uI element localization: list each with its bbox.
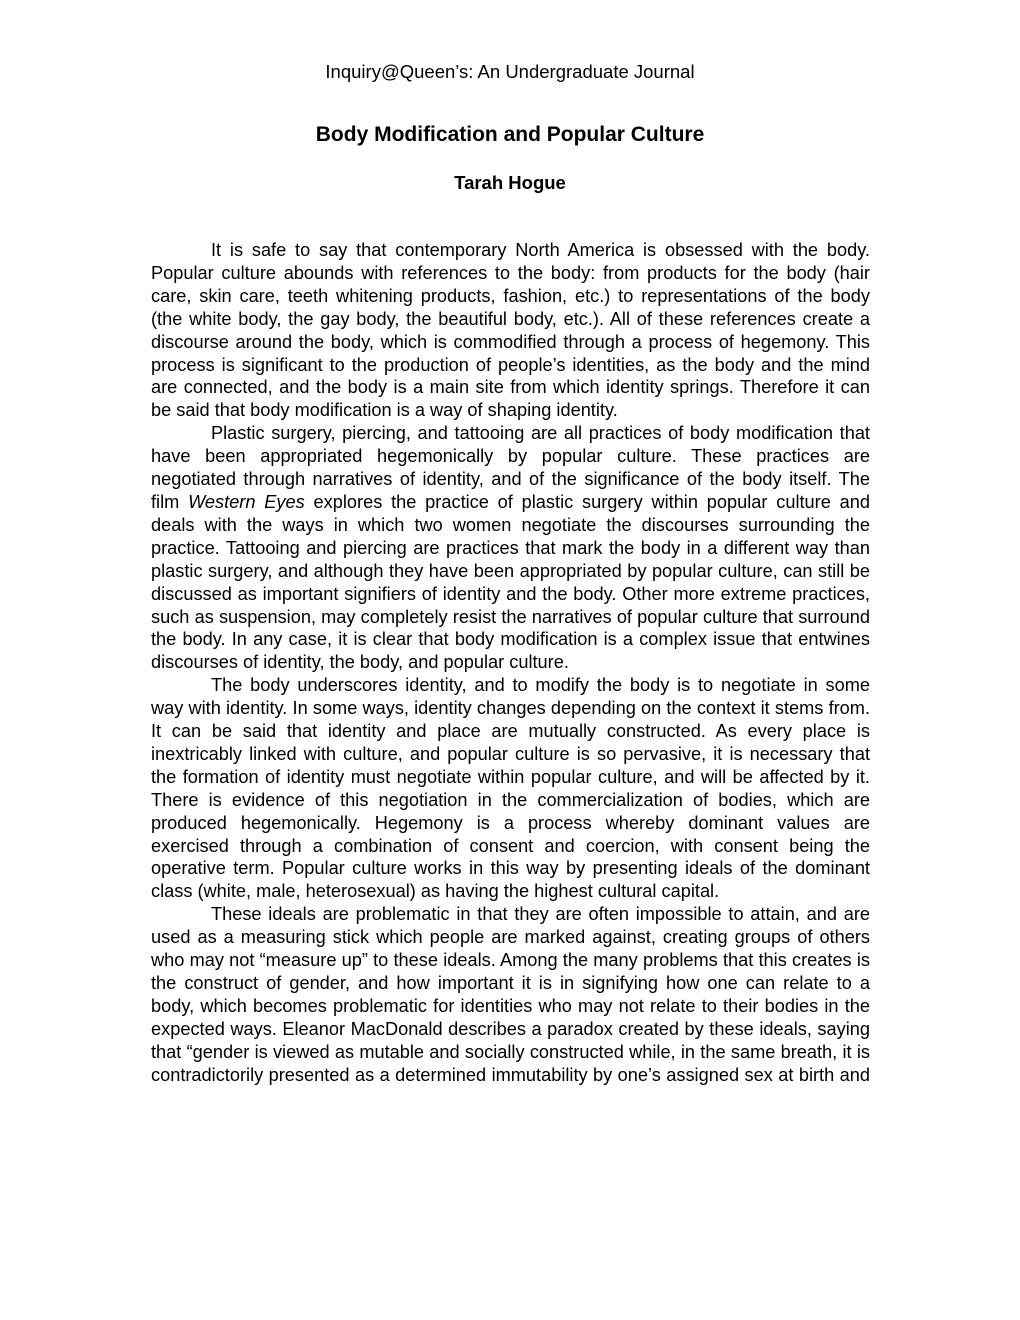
article-title: Body Modification and Popular Culture [315, 123, 705, 146]
paragraph-2-text-after: explores the practice of plastic surgery within popular culture and deals with the ways in which two women negotiate the discourses surrounding the practice. Tattooing and piercing are practices that mark the body in a different way than plastic surgery, and although they have been appropriated by popular culture, can still be discussed as important signifiers of identity and the body. Other more extreme practices, such as suspension, may completely resist the narratives of popular culture that surround the body. In any case, it is clear that body modification is a complex issue that entwines discourses of identity, the body, and popular culture. [151, 491, 870, 673]
paragraph-2-text-before: Plastic surgery, piercing, and tattooing are all practices of body modification that have been appropriated hegemonically by popular culture. These practices are negotiated through narratives of identity, and of the significance of the body itself. The film [151, 423, 870, 512]
paragraph-4: These ideals are problematic in that they are often impossible to attain, and are used as a measuring stick which people are marked against, creating groups of others who may not “measure up” to these ideals. Among the many problems that this creates is the construct of gender, and how important it is in signifying how one can relate to a body, which becomes problematic for identities who may not relate to their bodies in the expected ways. Eleanor MacDonald describes a paradox created by these ideals, saying that “gender is viewed as mutable and socially constructed while, in the same breath, it is contradictorily presented as a determined immutability by one’s assigned sex at birth and [151, 904, 870, 1085]
journal-header: Inquiry@Queen’s: An Undergraduate Journal [325, 61, 695, 82]
article-body [151, 239, 870, 1087]
paragraph-3: The body underscores identity, and to modify the body is to negotiate in some way with identity. In some ways, identity changes depending on the context it stems from. It can be said that identity and place are mutually constructed. As every place is inextricably linked with culture, and popular culture is so pervasive, it is necessary that the formation of identity must negotiate within popular culture, and will be affected by it. There is evidence of this negotiation in the commercialization of bodies, which are produced hegemonically. Hegemony is a process whereby dominant values are exercised through a combination of consent and coercion, with consent being the operative term. Popular culture works in this way by presenting ideals of the dominant class (white, male, heterosexual) as having the highest cultural capital. [151, 675, 870, 902]
film-title: Western Eyes [188, 491, 305, 512]
paragraph-1: It is safe to say that contemporary North America is obsessed with the body. Popular culture abounds with references to the body: from products for the body (hair care, skin care, teeth whitening products, fashion, etc.) to representations of the body (the white body, the gay body, the beautiful body, etc.). All of these references create a discourse around the body, which is commodified through a process of hegemony. This process is significant to the production of people’s identities, as the body and the mind are connected, and the body is a main site from which identity springs. Therefore it can be said that body modification is a way of shaping identity. [151, 240, 870, 421]
paragraph-2 [151, 422, 870, 674]
article-author: Tarah Hogue [454, 172, 566, 193]
